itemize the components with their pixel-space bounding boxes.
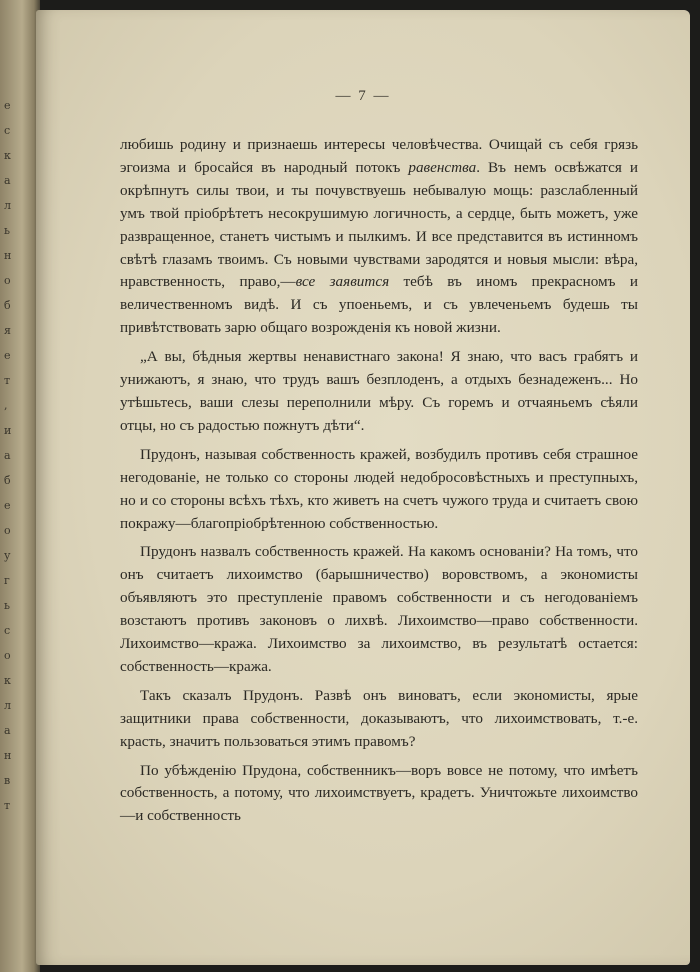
facing-page-fragment: о <box>4 524 11 537</box>
facing-page-fragment: с <box>4 624 11 637</box>
facing-page-fragment: я <box>4 324 11 337</box>
facing-page-fragment: о <box>4 649 11 662</box>
facing-page-fragment: у <box>4 549 11 562</box>
facing-page-fragment: т <box>4 374 11 387</box>
facing-page-fragment: е <box>4 499 11 512</box>
facing-page-fragment: е <box>4 99 11 112</box>
text-run: Прудонъ назвалъ собственность кражей. На какомъ основаніи? На томъ, что онъ считаетъ лихоимство (барышничество) воровствомъ, а экономисты объявляютъ это преступленіе правомъ собственности и съ негодованіемъ возстаютъ противъ законовъ о лихвѣ. Лихоимство—право собственности. Лихоимство—кража. Лихоимство за лихоимство, въ результатѣ остается: собственность—кража. <box>120 543 638 675</box>
facing-page-fragment: н <box>4 749 12 762</box>
facing-page-fragment: ь <box>4 599 10 612</box>
left-page-edge <box>0 0 40 972</box>
facing-page-fragment: т <box>4 799 11 812</box>
facing-page-fragment: к <box>4 674 11 687</box>
text-run: тебѣ въ иномъ прекрасномъ и величественномъ видѣ. И съ упоеньемъ, и съ увлеченьемъ будешь ты привѣтствовать зарю общаго возрожденія къ новой жизни. <box>120 273 638 337</box>
page-number: — 7 — <box>335 88 391 104</box>
facing-page-fragment: н <box>4 249 12 262</box>
paragraph <box>120 685 638 754</box>
facing-page-fragment: о <box>4 274 11 287</box>
book-page <box>36 10 690 965</box>
facing-page-fragment: а <box>4 724 11 737</box>
facing-page-fragment: а <box>4 449 11 462</box>
text-run: Прудонъ, называя собственность кражей, возбудилъ противъ себя страшное негодованіе, не только со стороны людей недобросовѣстныхъ и преступныхъ, но и со стороны всѣхъ тѣхъ, кто живетъ на счетъ чужого труда и считаетъ свою покражу—благопріобрѣтенною собственностью. <box>120 445 638 532</box>
paragraph <box>120 760 638 829</box>
page-body-text <box>120 134 638 834</box>
text-run: . Въ немъ освѣжатся и окрѣпнутъ силы твои, и ты почувствуешь небывалую мощь: разслабленный умъ твой пріобрѣтетъ несокрушимую логичность, а сердце, быть можетъ, уже развращенное, станетъ чистымъ и пылкимъ. И все представится въ истинномъ свѣтѣ глазамъ твоимъ. Съ новыми чувствами зародятся и новыя мысли: вѣра, нравственность, право,— <box>120 158 638 291</box>
italic-text: все заявится <box>295 273 390 291</box>
facing-page-fragment: с <box>4 124 11 137</box>
facing-page-fragment: б <box>4 299 11 312</box>
facing-page-fragment: и <box>4 424 12 437</box>
facing-page-fragment: л <box>4 199 11 212</box>
italic-text: равенства <box>408 158 477 176</box>
paragraph <box>120 346 638 438</box>
facing-page-fragment: л <box>4 699 11 712</box>
text-run: Такъ сказалъ Прудонъ. Развѣ онъ виноватъ, если экономисты, ярые защитники права собственности, доказываютъ, что лихоимствовать, т.-е. красть, значитъ пользоваться этимъ правомъ? <box>120 686 638 750</box>
facing-page-fragment: а <box>4 174 11 187</box>
text-run: „А вы, бѣдныя жертвы ненавистнаго закона! Я знаю, что васъ грабятъ и унижаютъ, я знаю, что трудъ вашъ безплоденъ, а отдыхъ безнадеженъ... Но утѣшьтесь, ваши слезы переполнили мѣру. Съ горемъ и отчаяньемъ сѣяли отцы, но съ радостью пожнутъ дѣти“. <box>120 348 638 434</box>
text-run: По убѣжденію Прудона, собственникъ—воръ вовсе не потому, что имѣетъ собственность, а потому, что лихоимствуетъ, крадетъ. Уничтожьте лихоимство—и собственность <box>120 761 638 825</box>
facing-page-fragment: ь <box>4 224 10 237</box>
text-run: любишь родину и признаешь интересы человѣчества. Очищай съ себя грязь эгоизма и бросайся въ народный потокъ <box>120 136 638 176</box>
facing-page-fragment: б <box>4 474 11 487</box>
paragraph <box>120 134 638 340</box>
facing-page-fragment: в <box>4 774 11 787</box>
paragraph <box>120 444 638 536</box>
facing-page-fragment: , <box>4 399 8 412</box>
facing-page-fragment: е <box>4 349 11 362</box>
facing-page-fragment: г <box>4 574 10 587</box>
facing-page-fragment: к <box>4 149 11 162</box>
paragraph <box>120 541 638 678</box>
